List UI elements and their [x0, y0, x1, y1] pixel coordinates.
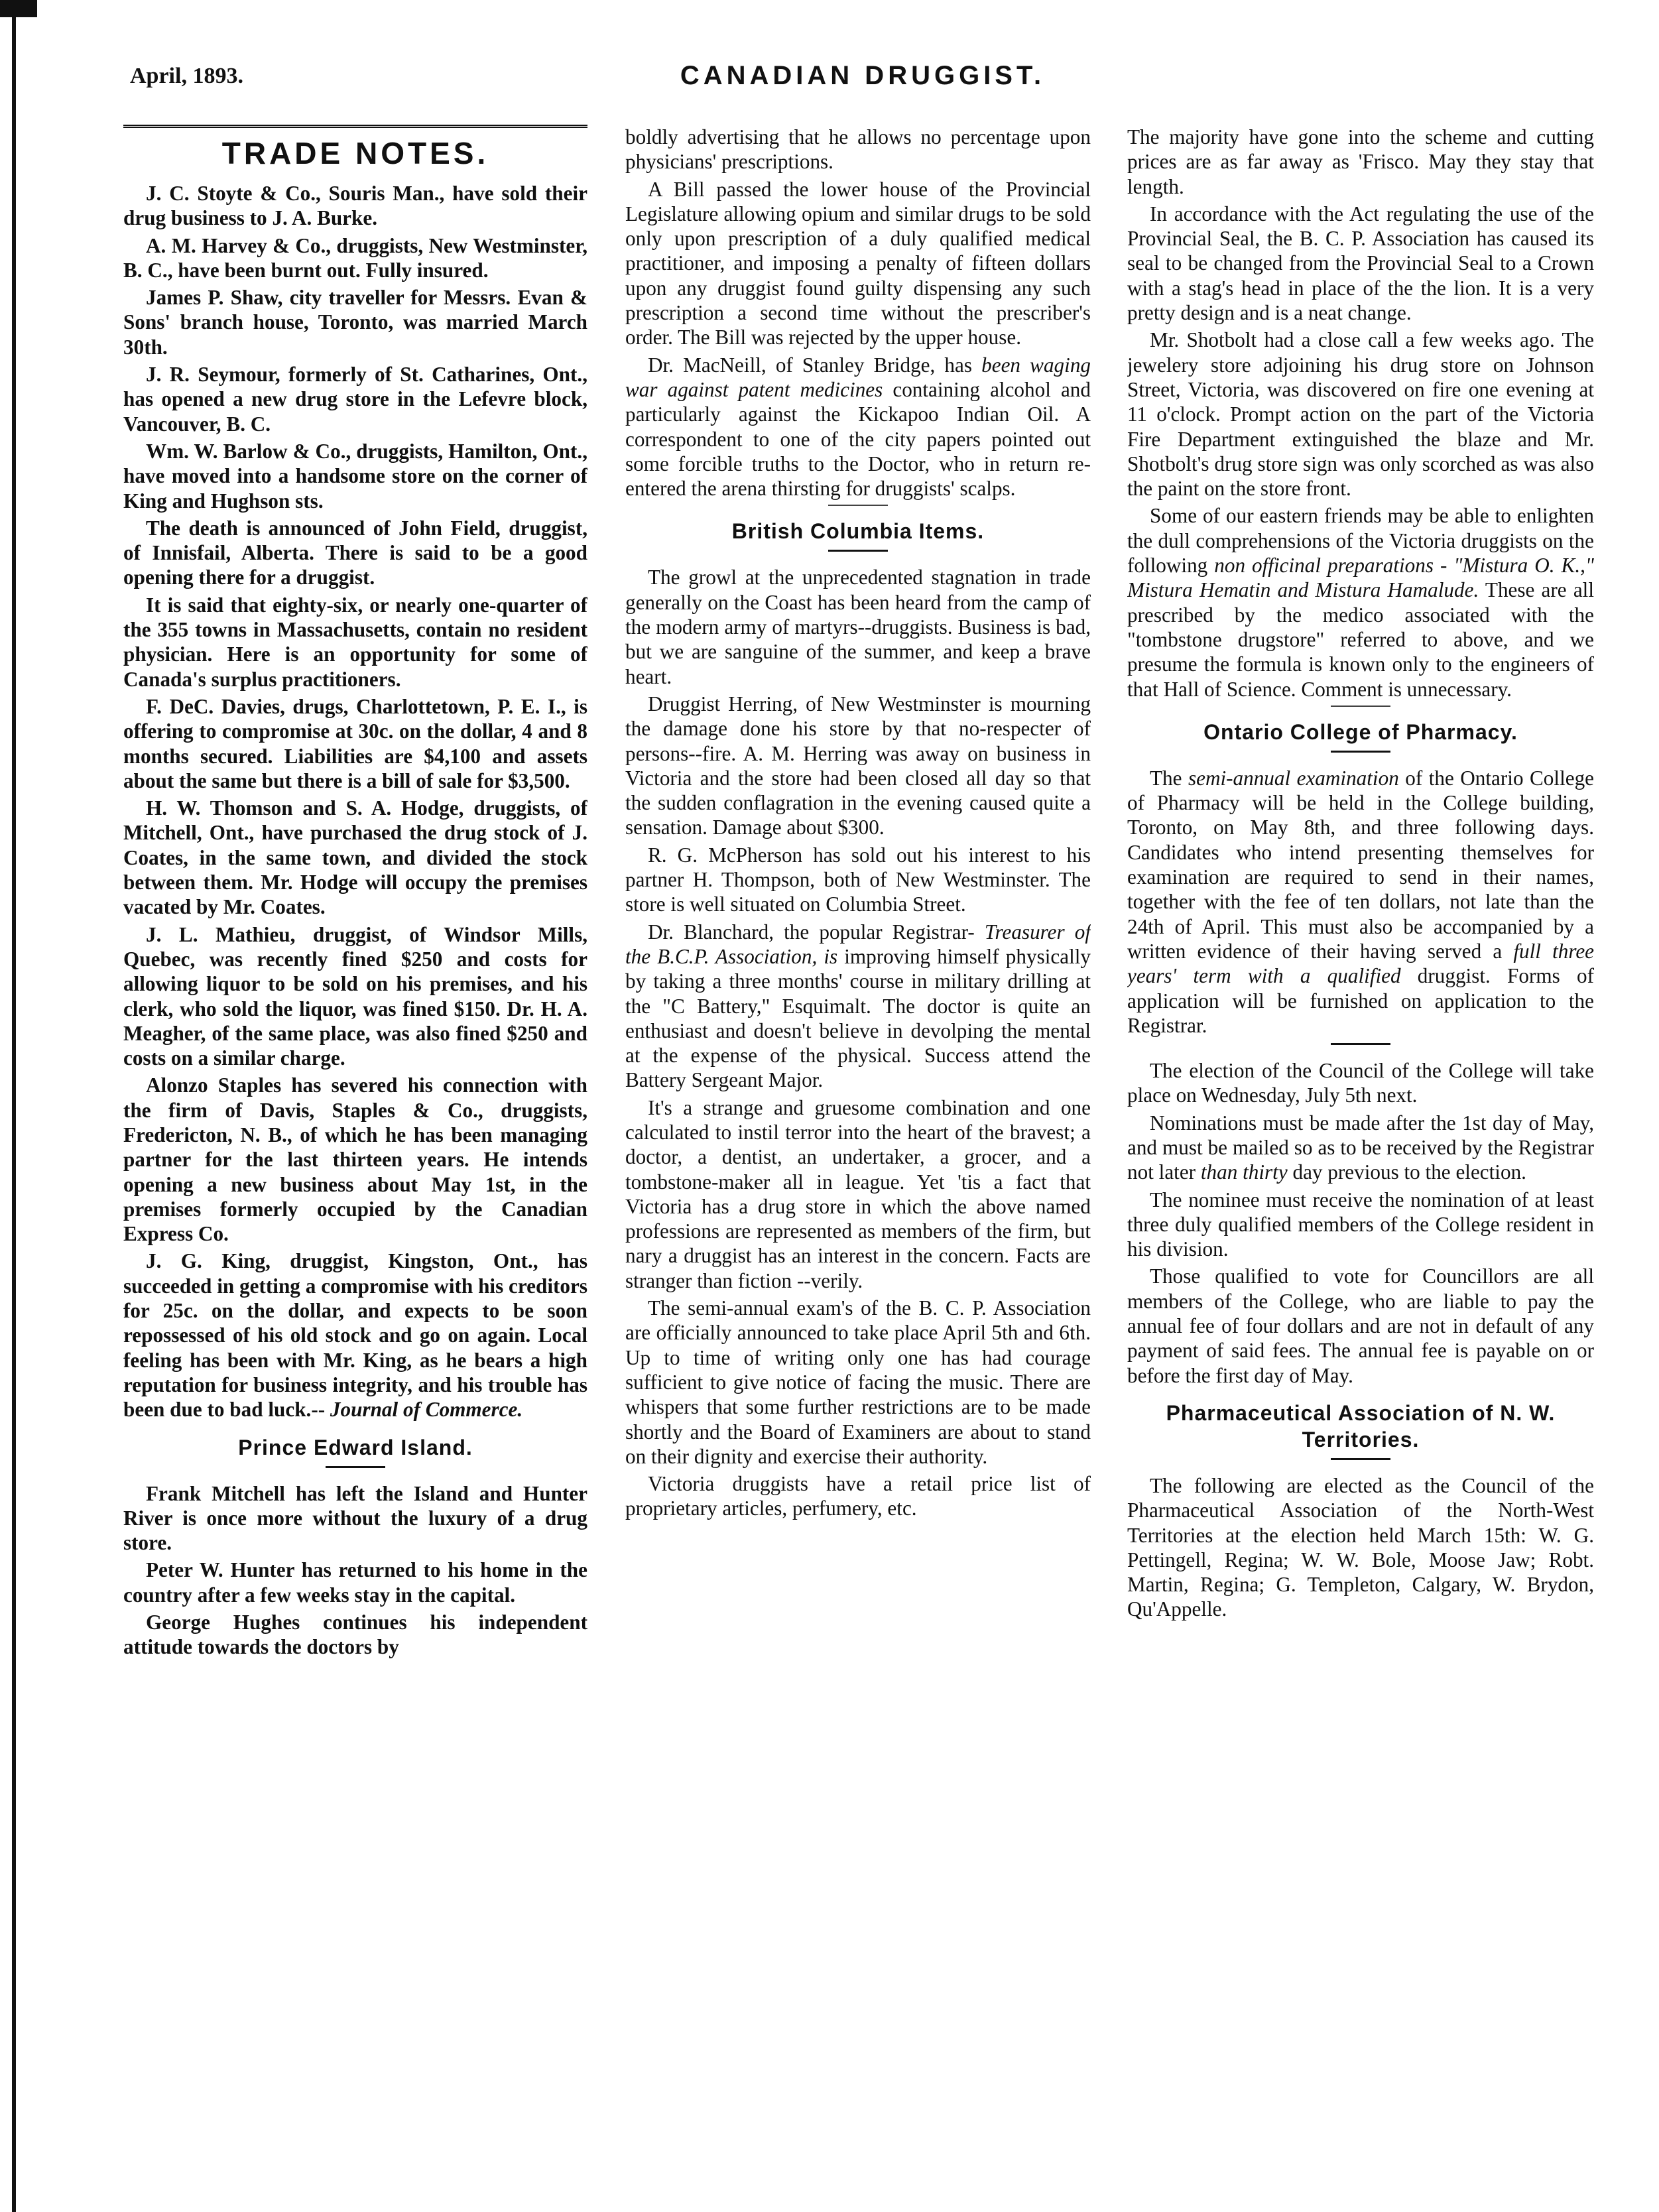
- article-paragraph: Frank Mitchell has left the Island and Hunter River is once more without the luxury of a drug store.: [123, 1481, 587, 1555]
- section-title-british-columbia: British Columbia Items.: [731, 519, 985, 544]
- column-1: [123, 125, 587, 2180]
- article-paragraph: A Bill passed the lower house of the Provincial Legislature allowing opium and similar drugs to be sold only upon prescription of a duly qualified medical practitioner, and imposing a penalty of fifteen dollars upon any druggist found guilty dispensing any such prescription a second time without the prescriber's order. The Bill was rejected by the upper house.: [625, 177, 1091, 349]
- article-paragraph: The following are elected as the Council of the Pharmaceutical Association of the North-West Territories at the election held March 15th: W. G. Pettingell, Regina; W. W. Bole, Moose Jaw; Robt. Martin, Regina; G. Templeton, Calgary, W. Brydon, Qu'Appelle.: [1127, 1473, 1594, 1621]
- paragraph-text: Dr. Blanchard, the popular Registrar-: [648, 920, 975, 944]
- article-paragraph: [1127, 503, 1594, 701]
- paragraph-text: of the Ontario College of Pharmacy will be held in the College building, Toronto, on May 8th, and three following days. Candidates who intend presenting themselves for examination are required to send in their names, together with the fee of ten dollars, not late than the 24th of April. This must also be accompanied by a written evidence of their having served a: [1127, 766, 1594, 963]
- article-paragraph: J. L. Mathieu, druggist, of Windsor Mills, Quebec, was recently fined $250 and costs for allowing liquor to be sold on his premises, and his clerk, who sold the liquor, was fined $150. Dr. H. A. Meagher, of the same place, was also fined $250 and costs on a similar charge.: [123, 922, 587, 1070]
- section-title-trade-notes: TRADE NOTES.: [221, 136, 489, 170]
- article-paragraph: Those qualified to vote for Councillors are all members of the College, who are liable to pay the annual fee of four dollars and are not in default of any payment of said fees. The annual fee is payable on or before the first day of May.: [1127, 1264, 1594, 1387]
- italic-text: Treasurer of the B.C.P. Association, is: [625, 920, 1091, 968]
- article-paragraph: James P. Shaw, city traveller for Messrs. Evan & Sons' branch house, Toronto, was married March 30th.: [123, 286, 587, 359]
- italic-text: semi-annual examination: [1188, 766, 1399, 790]
- article-paragraph: F. DeC. Davies, drugs, Charlottetown, P. E. I., is offering to compromise at 30c. on the dollar, 4 and 8 months secured. Liabilities are $4,100 and assets about the same but there is a bill of sale for $3,500.: [123, 694, 587, 792]
- source-citation: Journal of Commerce.: [330, 1398, 523, 1422]
- paragraph-text: druggist. Forms of application will be furnished on application to the Registrar.: [1127, 964, 1594, 1037]
- article-paragraph: In accordance with the Act regulating the use of the Provincial Seal, the B. C. P. Association has caused its seal to be changed from the Provincial Seal to a Crown with a stag's head in place of the the lion. It is a very pretty design and is a neat change.: [1127, 202, 1594, 325]
- column-3: [1127, 125, 1594, 2180]
- article-paragraph: Peter W. Hunter has returned to his home in the country after a few weeks stay in the capital.: [123, 1558, 587, 1607]
- section-title-ontario-college: Ontario College of Pharmacy.: [1203, 719, 1518, 744]
- article-paragraph: Victoria druggists have a retail price list of proprietary articles, perfumery, etc.: [625, 1472, 1091, 1520]
- page-header: [130, 61, 1595, 103]
- paragraph-text: These are all prescribed by the medico associated with the "tombstone drugstore" referred to above, and we presume the formula is known only to the engineers of that Hall of Science. Comment is unnecessary.: [1127, 578, 1594, 701]
- section-title-pharmaceutical-association: Pharmaceutical Association of N. W. Territories.: [1166, 1400, 1556, 1451]
- article-paragraph: [625, 920, 1091, 1093]
- publication-title: CANADIAN DRUGGIST.: [680, 61, 1046, 90]
- article-paragraph: [123, 1249, 587, 1422]
- paragraph-text: improving himself physically by taking a three months' course in military drilling at the "C Battery," Esquimalt. The doctor is quite an enthusiast and doesn't believe in devolping the mental at the expense of the physical. Success attend the Battery Sergeant Major.: [625, 944, 1091, 1092]
- italic-text: than thirty: [1200, 1160, 1288, 1184]
- paragraph-text: The: [1150, 766, 1182, 790]
- article-paragraph: boldly advertising that he allows no percentage upon physicians' prescriptions.: [625, 125, 1091, 174]
- article-paragraph: R. G. McPherson has sold out his interest to his partner H. Thompson, both of New Westminster. The store is well situated on Columbia Street.: [625, 843, 1091, 916]
- trade-notes-header: [123, 125, 587, 172]
- paragraph-text: Nominations must be made after the 1st day of May, and must be mailed so as to be received by the Registrar not later: [1127, 1111, 1594, 1184]
- section-divider: [1331, 1458, 1390, 1460]
- article-paragraph: [1127, 1111, 1594, 1185]
- article-paragraph: A. M. Harvey & Co., druggists, New Westminster, B. C., have been burnt out. Fully insured.: [123, 233, 587, 282]
- article-paragraph: The growl at the unprecedented stagnation in trade generally on the Coast has been heard from the camp of the modern army of martyrs--druggists. Business is bad, but we are sanguine of the summer, and keep a brave heart.: [625, 566, 1091, 688]
- section-divider: [828, 550, 888, 552]
- italic-text: full three years' term with a qualified: [1127, 939, 1594, 988]
- paragraph-text: J. G. King, druggist, Kingston, Ont., has succeeded in getting a compromise with his creditors for 25c. on the dollar, and expects to be soon repossessed of his old stock and go on again. Local feeling has been with Mr. King, as he bears a high reputation for business integrity, and his trouble has been due to bad luck.--: [123, 1249, 587, 1422]
- article-paragraph: Wm. W. Barlow & Co., druggists, Hamilton, Ont., have moved into a handsome store on the corner of King and Hughson sts.: [123, 439, 587, 513]
- article-paragraph: Druggist Herring, of New Westminster is mourning the damage done his store by that no-respecter of persons--fire. A. M. Herring was away on business in Victoria and the store had been closed all day so that the sudden conflagration in the evening caused quite a sensation. Damage about $300.: [625, 692, 1091, 839]
- article-paragraph: [1127, 766, 1594, 1038]
- article-paragraph: Alonzo Staples has severed his connection with the firm of Davis, Staples & Co., druggists, Fredericton, N. B., of which he has been managing partner for the last thirteen years. He intends opening a new business about May 1st, in the premises formerly occupied by the Canadian Express Co.: [123, 1074, 587, 1246]
- article-paragraph: It is said that eighty-six, or nearly one-quarter of the 355 towns in Massachusetts, contain no resident physician. Here is an opportunity for some of Canada's surplus practitioners.: [123, 593, 587, 691]
- section-divider: [1331, 706, 1390, 707]
- article-paragraph: The nominee must receive the nomination of at least three duly qualified members of the College resident in his division.: [1127, 1188, 1594, 1261]
- article-paragraph: The death is announced of John Field, druggist, of Innisfail, Alberta. There is said to be a good opening there for a druggist.: [123, 516, 587, 589]
- article-paragraph: The election of the Council of the College will take place on Wednesday, July 5th next.: [1127, 1059, 1594, 1107]
- article-paragraph: J. R. Seymour, formerly of St. Catharines, Ont., has opened a new drug store in the Lefevre block, Vancouver, B. C.: [123, 363, 587, 436]
- paragraph-text: Dr. MacNeill, of Stanley Bridge, has: [648, 353, 973, 377]
- section-divider: [1331, 1043, 1390, 1045]
- paragraph-text: Some of our eastern friends may be able to enlighten the dull comprehensions of the Victoria druggists on the following: [1127, 504, 1594, 578]
- section-title-prince-edward-island: Prince Edward Island.: [238, 1435, 473, 1459]
- paragraph-text: containing alcohol and particularly against the Kickapoo Indian Oil. A correspondent to one of the city papers pointed out some forcible truths to the Doctor, who in return re-entered the arena thirsting for druggists' scalps.: [625, 377, 1091, 501]
- article-paragraph: Mr. Shotbolt had a close call a few weeks ago. The jewelery store adjoining his drug store on Johnson Street, Victoria, was discovered on fire one evening at 11 o'clock. Prompt action on the part of the Victoria Fire Department extinguished the blaze and Mr. Shotbolt's drug store sign was only scorched as was also the paint on the store front.: [1127, 328, 1594, 501]
- article-paragraph: H. W. Thomson and S. A. Hodge, druggists, of Mitchell, Ont., have purchased the drug stock of J. Coates, in the same town, and divided the stock between them. Mr. Hodge will occupy the premises vacated by Mr. Coates.: [123, 796, 587, 919]
- article-paragraph: J. C. Stoyte & Co., Souris Man., have sold their drug business to J. A. Burke.: [123, 182, 587, 230]
- article-paragraph: The majority have gone into the scheme and cutting prices are as far away as 'Frisco. May they stay that length.: [1127, 125, 1594, 198]
- section-divider: [326, 1466, 385, 1468]
- issue-date: April, 1893.: [130, 64, 243, 88]
- paragraph-text: day previous to the election.: [1292, 1160, 1526, 1184]
- section-divider: [1331, 751, 1390, 753]
- article-paragraph: George Hughes continues his independent attitude towards the doctors by: [123, 1611, 587, 1659]
- article-paragraph: It's a strange and gruesome combination and one calculated to instil terror into the heart of the bravest; a doctor, a dentist, an undertaker, a grocer, and a tombstone-maker all in league. Yet 'tis a fact that Victoria has a drug store in which the above named professions are represented as members of the firm, but nary a druggist has an interest in the concern. Facts are stranger than fiction --verily.: [625, 1095, 1091, 1292]
- binding-mark: [0, 0, 37, 17]
- article-paragraph: The semi-annual exam's of the B. C. P. Association are officially announced to take place April 5th and 6th. Up to time of writing only one has had courage sufficient to give notice of facing the music. There are whispers that some further restrictions are to be made shortly and the Board of Examiners are about to stand on their dignity and exercise their authority.: [625, 1296, 1091, 1468]
- binding-rule: [12, 0, 16, 2212]
- article-paragraph: [625, 353, 1091, 501]
- italic-text: non officinal preparations - "Mistura O. K.," Mistura Hematin and Mistura Hamalude.: [1127, 554, 1594, 602]
- section-divider: [828, 505, 888, 506]
- column-2: [625, 125, 1091, 2180]
- italic-text: been waging war against patent medicines: [625, 353, 1091, 401]
